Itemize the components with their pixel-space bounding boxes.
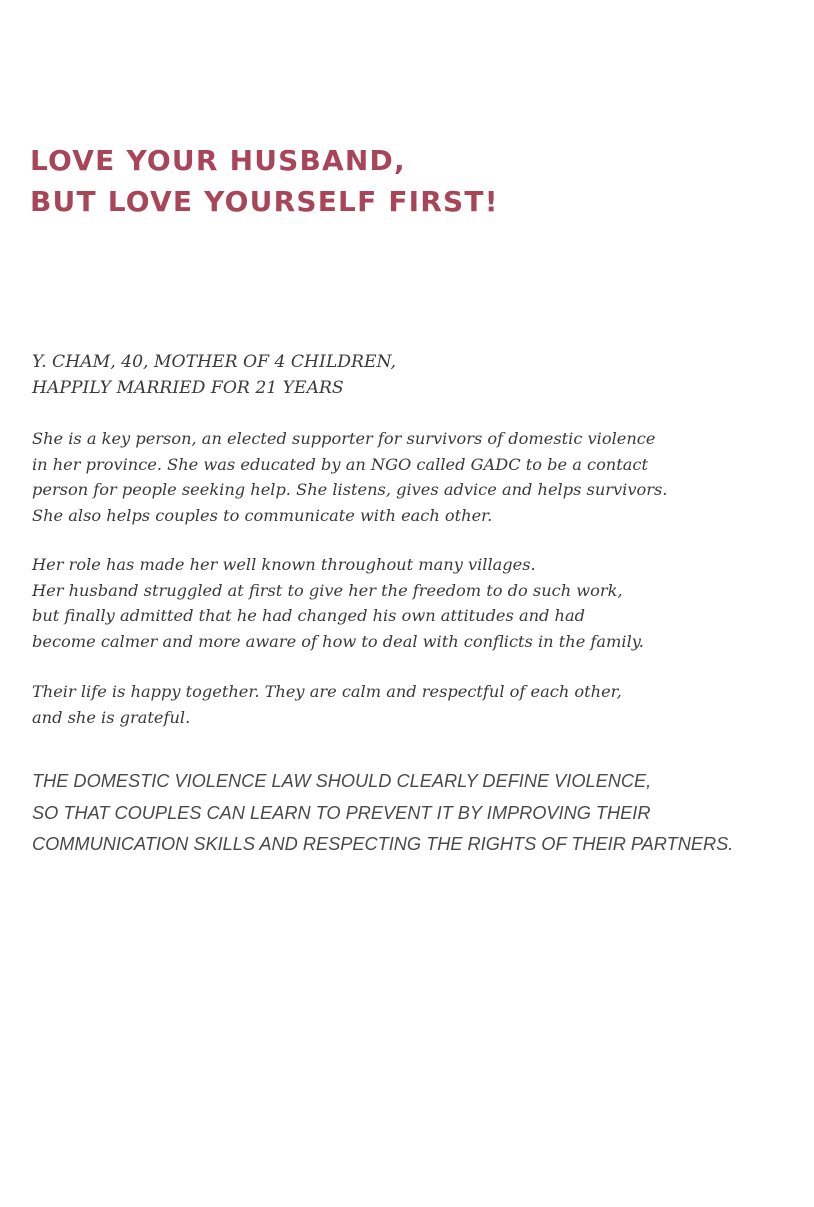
paragraph-line: person for people seeking help. She listens, gives advice and helps survivors. [32,480,668,499]
paragraph-line: Her role has made her well known throughout many villages. [32,555,536,574]
paragraph-line: She is a key person, an elected supporter for survivors of domestic violence [32,429,656,448]
paragraph-line: but finally admitted that he had changed his own attitudes and had [32,606,585,625]
story-paragraph-2 [32,552,644,654]
paragraph-line: and she is grateful. [32,707,191,727]
byline-line: Y. CHAM, 40, MOTHER OF 4 CHILDREN, [32,352,396,372]
story-paragraph-1 [32,426,667,528]
subject-byline [32,350,396,401]
title-line: LOVE YOUR HUSBAND, [30,144,406,177]
story-paragraph-3 [32,679,622,730]
title-line: BUT LOVE YOURSELF FIRST! [30,185,499,218]
paragraph-line: Her husband struggled at first to give her the freedom to do such work, [32,580,623,600]
callout-line: SO THAT COUPLES CAN LEARN TO PREVENT IT BY IMPROVING THEIR [32,802,651,823]
paragraph-line: Their life is happy together. They are calm and respectful of each other, [32,682,622,701]
policy-callout [32,766,733,861]
page-title [30,140,499,222]
callout-line: THE DOMESTIC VIOLENCE LAW SHOULD CLEARLY DEFINE VIOLENCE, [32,771,652,791]
paragraph-line: She also helps couples to communicate with each other. [32,505,493,525]
byline-line: HAPPILY MARRIED FOR 21 YEARS [32,377,344,398]
paragraph-line: in her province. She was educated by an NGO called GADC to be a contact [32,454,648,474]
paragraph-line: become calmer and more aware of how to deal with conflicts in the family. [32,631,644,651]
callout-line: COMMUNICATION SKILLS AND RESPECTING THE RIGHTS OF THEIR PARTNERS. [32,834,734,854]
